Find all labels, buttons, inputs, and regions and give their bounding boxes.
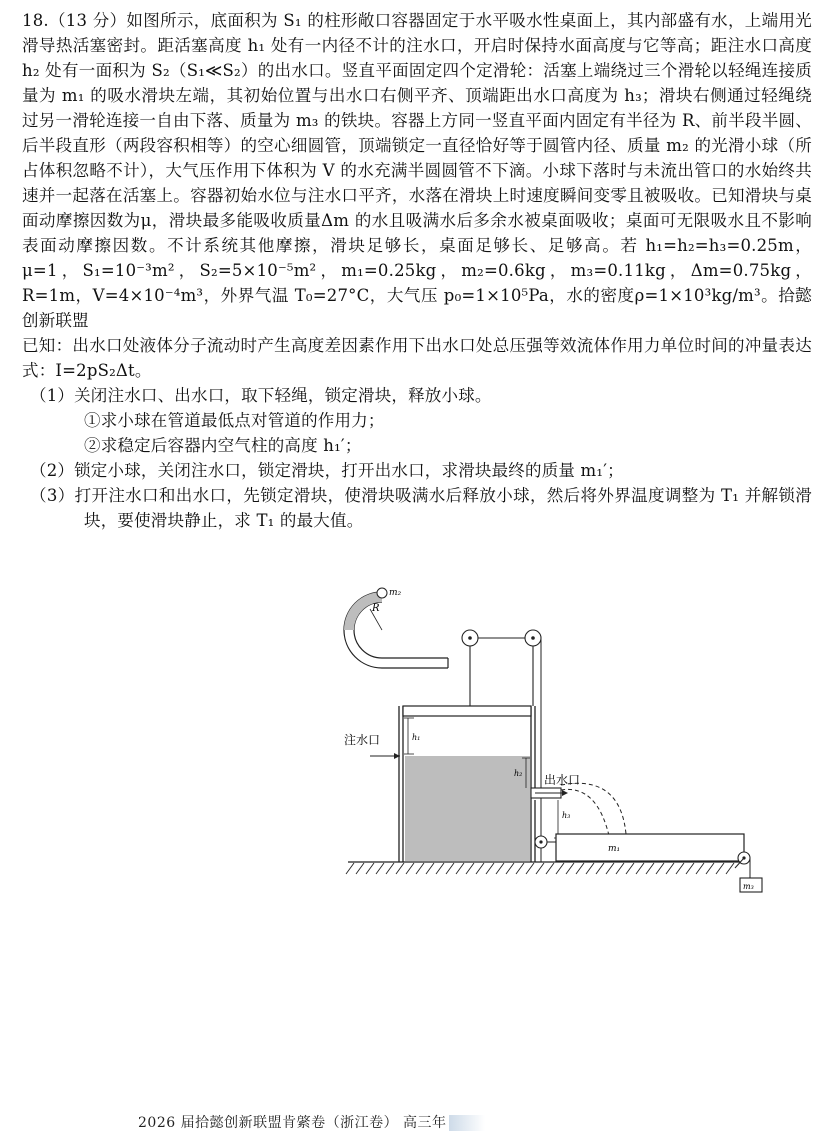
ball-m2 xyxy=(377,588,387,598)
label-inlet: 注水口 xyxy=(344,733,381,747)
label-h2: h₂ xyxy=(514,769,523,778)
label-outlet: 出水口 xyxy=(544,773,581,787)
problem-body: 如图所示，底面积为 S₁ 的柱形敞口容器固定于水平吸水性桌面上，其内部盛有水，上端用光滑导热活塞密封。距活塞高度 h₁ 处有一内径不计的注水口，开启时保持水面高度与它等高；距注水口高度 h₂ 处有一面积为 S₂（S₁≪S₂）的出水口。竖直平面固定四个定滑轮：活塞上端绕过三个滑轮以轻绳连接质量为 m₁ 的吸水滑块左端，其初始位置与出水口右侧平齐、顶端距出水口高度为 h₃；滑块右侧通过轻绳绕过另一滑轮连接一自由下落、质量为 m₃ 的铁块。容器上方同一竖直平面内固定有半径为 R、前半段半圆、后半段直形（两段容积相等）的空心细圆管，顶端锁定一直径恰好等于圆管内径、质量 m₂ 的光滑小球（所占体积忽略不计），大气压作用下体积为 V 的水充满半圆圆管不下滴。小球下落时与未流出管口的水始终共速并一起落在活塞上。容器初始水位与注水口平齐，水落在滑块上时速度瞬间变零且被吸收。已知滑块与桌面动摩擦因数为μ，滑块最多能吸收质量Δm 的水且吸满水后多余水被桌面吸收；桌面可无限吸水且不影响表面动摩擦因数。不计系统其他摩擦，滑块足够长，桌面足够长、足够高。若 h₁=h₂=h₃=0.25m，μ=1，S₁=10⁻³m²，S₂=5×10⁻⁵m²，m₁=0.25kg，m₂=0.6kg，m₃=0.11kg，Δm=0.75kg，R=1m，V=4×10⁻⁴m³，外界气温 T₀=27°C，大气压 p₀=1×10⁵Pa，水的密度ρ=1×10³kg/m³。拾懿创新联盟 xyxy=(22,11,812,330)
problem-statement xyxy=(22,8,812,333)
dim-h3 xyxy=(554,800,562,838)
problem-score: （13 分） xyxy=(48,11,127,30)
problem-number: 18. xyxy=(22,11,49,30)
apparatus-diagram xyxy=(330,578,770,908)
footer-text: 2026 届拾懿创新联盟肯綮卷（浙江卷） 高三年 xyxy=(138,1115,447,1131)
pulley-top-right xyxy=(525,630,541,646)
label-m3: m₃ xyxy=(743,882,754,891)
problem-18 xyxy=(22,8,812,533)
label-m2: m₂ xyxy=(389,588,402,598)
block-m1 xyxy=(556,834,744,861)
pulley-bottom xyxy=(535,836,547,862)
question-1: （1）关闭注水口、出水口，取下轻绳，锁定滑块，释放小球。 xyxy=(30,386,492,405)
label-h3: h₃ xyxy=(562,811,571,820)
question-1a: ①求小球在管道最低点对管道的作用力； xyxy=(84,411,385,430)
footer-fade xyxy=(449,1115,485,1131)
page-footer xyxy=(138,1112,485,1132)
label-h1: h₁ xyxy=(412,733,421,742)
pulley-frame xyxy=(470,638,533,706)
ground-hatch xyxy=(346,863,734,874)
label-m1: m₁ xyxy=(608,844,621,854)
water-jet-outer xyxy=(561,783,626,834)
pulley-top-left xyxy=(462,630,478,646)
question-2: （2）锁定小球，关闭注水口，锁定滑块，打开出水口，求滑块最终的质量 m₁′； xyxy=(30,461,624,480)
question-3: （3）打开注水口和出水口，先锁定滑块，使滑块吸满水后释放小球，然后将外界温度调整为 T₁ 并解锁滑块，要使滑块静止，求 T₁ 的最大值。 xyxy=(30,486,812,530)
question-1b: ②求稳定后容器内空气柱的高度 h₁′； xyxy=(84,436,362,455)
known-formula: 已知：出水口处液体分子流动时产生高度差因素作用下出水口处总压强等效流体作用力单位时间的冲量表达式：I=2pS₂Δt。 xyxy=(22,336,812,380)
outlet-arrow-head xyxy=(562,790,568,796)
piston xyxy=(403,706,531,716)
label-R: R xyxy=(372,603,380,614)
water xyxy=(405,756,530,861)
